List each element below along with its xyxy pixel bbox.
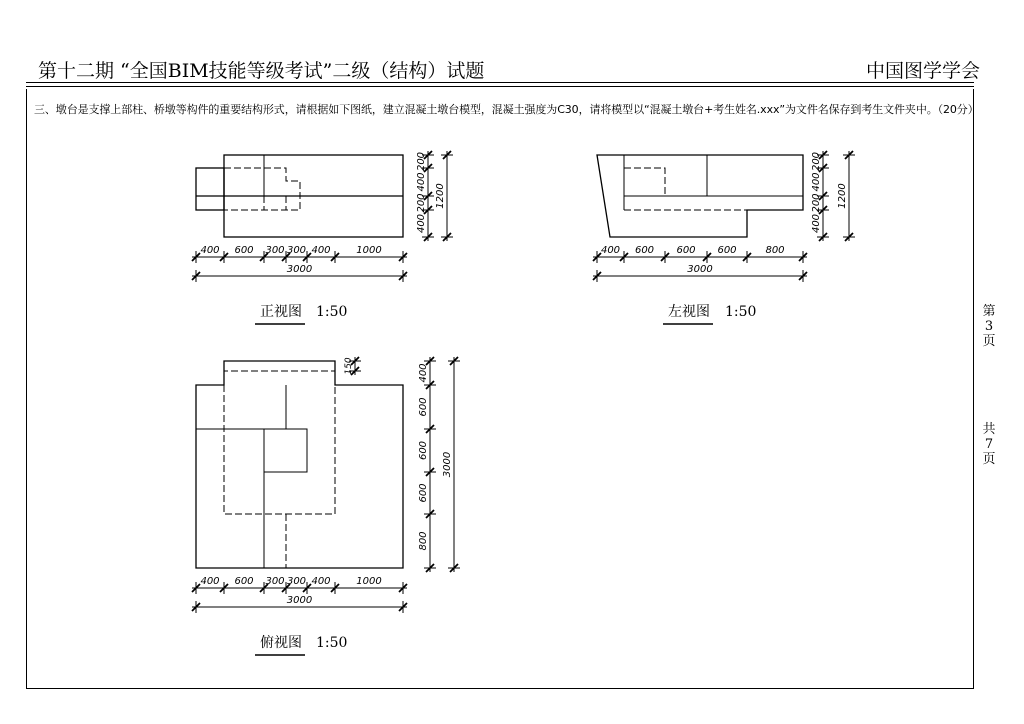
top-hidden-rect: [224, 371, 335, 514]
front-view: [196, 155, 403, 237]
front-bottom-label-4: 400: [311, 245, 331, 256]
top-bottom-label-1: 600: [234, 576, 254, 587]
question-text: 三、墩台是支撑上部柱、桥墩等构件的重要结构形式，请根据如下图纸，建立混凝土墩台模型，混凝土强度为C30，请将模型以“混凝土墩台+考生姓名.xxx”为文件名保存到考生文件夹中。（20分）: [34, 103, 979, 116]
top-right-label-0: 400: [418, 363, 429, 383]
left-right-label-1: 400: [811, 172, 822, 192]
left-right-label-2: 200: [811, 193, 822, 213]
organization-name: 中国图学学会: [866, 60, 981, 82]
top-bottom-label-5: 1000: [356, 576, 382, 587]
top-dimensions: [192, 357, 460, 613]
top-right-label-3: 600: [418, 483, 429, 503]
front-right-label-2: 200: [416, 193, 427, 213]
left-hidden-1: [624, 168, 665, 196]
front-bottom-label-5: 1000: [356, 245, 382, 256]
left-caption: 左视图: [668, 304, 710, 320]
front-right-label-3: 400: [416, 213, 427, 234]
top-hidden-lines: [224, 371, 335, 568]
top-outline: [196, 361, 403, 568]
front-caption: 正视图: [260, 304, 302, 320]
front-bottom-label-0: 400: [200, 245, 220, 256]
top-total-label-0: 3000: [286, 595, 313, 606]
top-view: [196, 361, 403, 568]
front-right-label-0: 200: [416, 151, 427, 172]
top-small-label-0: 150: [344, 357, 354, 375]
front-view-hidden-lines: [224, 155, 300, 210]
left-right-total-label-0: 1200: [837, 183, 848, 209]
left-hidden-lines: [624, 168, 747, 210]
exam-title: 第十二期 “全国BIM技能等级考试”二级（结构）试题: [38, 60, 485, 82]
left-bottom-label-3: 600: [717, 245, 737, 256]
left-total-label-0: 3000: [687, 264, 713, 275]
top-pier-square: [264, 429, 307, 472]
page-current-number: 3: [984, 319, 994, 334]
page-total-prefix: 共: [982, 422, 996, 437]
front-hidden-pier: [224, 168, 300, 210]
left-bottom-label-0: 400: [600, 245, 621, 256]
front-scale: 1:50: [316, 304, 348, 320]
left-view: [597, 155, 803, 237]
top-bottom-label-0: 400: [200, 576, 220, 587]
left-bottom-label-1: 600: [634, 245, 655, 256]
page-current-prefix: 第: [982, 304, 996, 319]
top-bottom-label-3: 300: [286, 576, 307, 587]
front-left-step: [196, 168, 224, 210]
top-caption: 俯视图: [260, 635, 302, 651]
front-right-total-label-0: 1200: [435, 183, 446, 209]
left-scale: 1:50: [725, 304, 757, 320]
page-current-suffix: 页: [982, 334, 996, 349]
front-dimensions: [192, 151, 453, 282]
front-bottom-label-3: 300: [286, 245, 307, 256]
left-right-label-3: 400: [811, 213, 822, 234]
front-bottom-label-2: 300: [265, 245, 285, 256]
left-bottom-label-2: 600: [676, 245, 696, 256]
top-inner-l: [196, 385, 286, 429]
left-right-label-0: 200: [811, 151, 822, 172]
top-bottom-label-2: 300: [265, 576, 285, 587]
page-total-suffix: 页: [982, 452, 996, 467]
top-right-total-label-0: 3000: [442, 451, 453, 478]
left-dimensions: [593, 151, 855, 282]
front-bottom-label-1: 600: [234, 245, 254, 256]
top-right-label-4: 800: [418, 531, 429, 551]
captions: [255, 304, 756, 655]
left-bottom-label-4: 800: [765, 245, 785, 256]
front-right-label-1: 400: [416, 172, 427, 192]
top-right-label-2: 600: [418, 440, 429, 461]
top-bottom-label-4: 400: [311, 576, 331, 587]
front-total-label-0: 3000: [286, 264, 313, 275]
page-total-number: 7: [984, 437, 994, 452]
top-right-label-1: 600: [418, 397, 429, 417]
top-scale: 1:50: [316, 635, 348, 651]
